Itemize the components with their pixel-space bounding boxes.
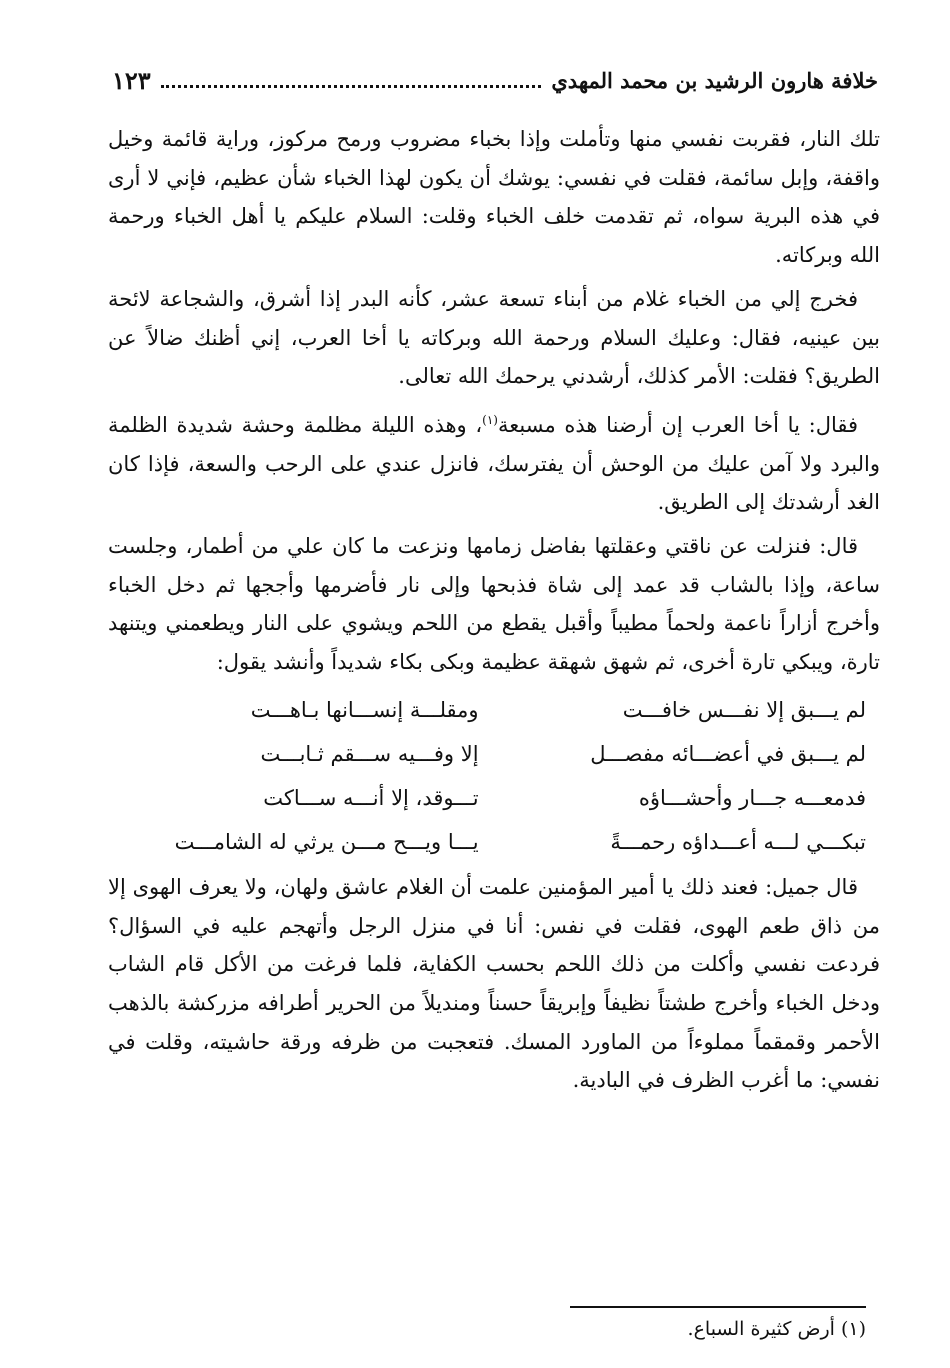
paragraph: قال جميل: فعند ذلك يا أمير المؤمنين علمت أن الغلام عاشق ولهان، ولا يعرف الهوى إلا من ذاق طعم الهوى، فقلت في نفس: أنا في منزل الرجل وأتهجم عليه في السؤال؟ فردعت نفسي وأكلت من ذلك اللحم بحسب الكفاية، فلما فرغت من الأكل قام الشاب ودخل الخباء وأخرج طشتاً نظيفاً وإبريقاً حسناً ومنديلاً من الحرير أطرافه مزركشة بالذهب الأحمر وقمقماً مملوءاً من الماورد المسك. فتعجبت من ظرفه ورقة حاشيته، وقلت في نفسي: ما أغرب الظرف في البادية.	[108, 874, 880, 1093]
poem	[108, 688, 880, 864]
paragraph: قال: فنزلت عن ناقتي وعقلتها بفاضل زمامها ونزعت ما كان علي من أطمار، وجلست ساعة، وإذا بالشاب قد عمد إلى شاة فذبحها وإلى نار فأضرمها وأججها ثم دخل الخباء وأخرج أزاراً ناعمة ولحماً مطيباً وأقبل يقطع من اللحم ويشوي على النار ويطعمني ويتنهد تارة، ويبكي تارة أخرى، ثم شهق شهقة عظيمة وبكى بكاء شديداً وأنشد يقول:	[108, 534, 880, 675]
footnote-separator	[570, 1306, 866, 1308]
paragraph: فخرج إلي من الخباء غلام من أبناء تسعة عشر، كأنه البدر إذا أشرق، والشجاعة لائحة بين عينيه، فقال: وعليك السلام ورحمة الله وبركاته يا أخا العرب، إني أظنك ضالاً عن الطريق؟ فقلت: الأمر كذلك، أرشدني يرحمك الله تعالى.	[108, 286, 880, 389]
verse-second-hemistich: يـــا ويـــح مـــن يرثي له الشامـــت	[174, 829, 479, 854]
poem-verse	[108, 688, 880, 732]
verse-first-hemistich: تبكـــي لـــه أعـــداؤه رحمـــةً	[610, 829, 866, 854]
verse-second-hemistich: إلا وفـــيه ســـقم ثـابـــت	[260, 741, 479, 766]
paragraph-text: فقال: يا أخا العرب إن أرضنا هذه مسبعة	[497, 412, 859, 437]
poem-verse	[108, 776, 880, 820]
header-dot-leader	[161, 85, 542, 88]
paragraph: تلك النار، فقربت نفسي منها وتأملت وإذا بخباء مضروب ورمح مركوز، وراية قائمة وخيل واقفة، وإبل سائمة، فقلت في نفسي: يوشك أن يكون لهذا الخباء شأن عظيم، فإني لا أرى في هذه البرية سواه، ثم تقدمت خلف الخباء وقلت: السلام عليكم يا أهل الخباء ورحمة الله وبركاته.	[108, 127, 880, 268]
footnote-ref: (١)	[482, 412, 498, 427]
verse-second-hemistich: ومقلـــة إنســـانها بـاهـــت	[250, 697, 479, 722]
header-title: خلافة هارون الرشيد بن محمد المهدي	[551, 67, 878, 93]
poem-verse	[108, 732, 880, 776]
main-text	[108, 120, 880, 1105]
poem-verse	[108, 820, 880, 864]
paragraph-text: ، وهذه الليلة مظلمة وحشة شديدة الظلمة والبرد ولا آمن عليك من الوحش أن يفترسك، فانزل عندي على الرحب والسعة، فإذا كان الغد أرشدتك إلى الطريق.	[108, 412, 880, 515]
footnote: (١) أرض كثيرة السباع.	[687, 1318, 866, 1340]
verse-second-hemistich: تـــوقد، إلا أنـــه ســـاكت	[263, 785, 479, 810]
verse-first-hemistich: لم يـــبق إلا نفـــس خافـــت	[622, 697, 866, 722]
paragraph	[108, 401, 880, 522]
verse-first-hemistich: لم يـــبق في أعضـــائه مفصـــل	[590, 741, 866, 766]
verse-first-hemistich: فدمعـــه جـــار وأحشـــاؤه	[638, 785, 866, 810]
page-number: ١٢٣	[112, 65, 151, 95]
running-header	[112, 60, 878, 100]
